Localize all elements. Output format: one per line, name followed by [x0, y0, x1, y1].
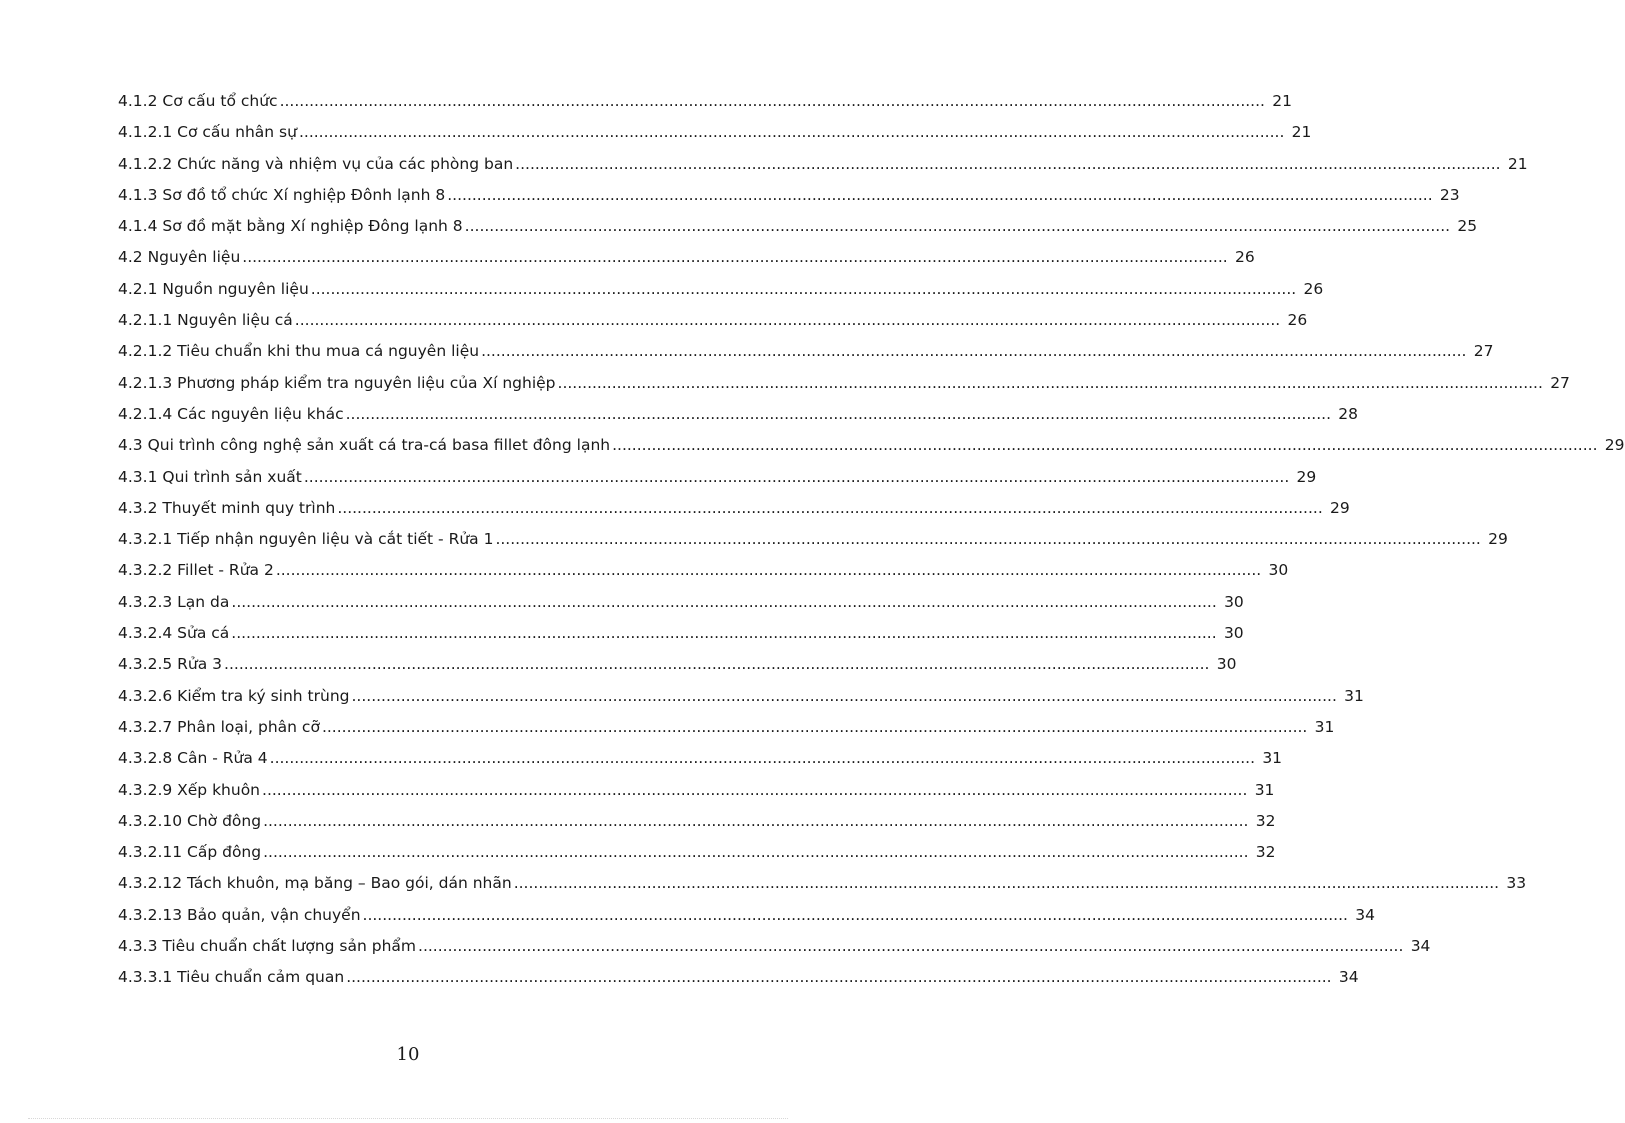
toc-entry-page: 34: [1410, 937, 1431, 956]
toc-dot-leader: ........................................................................................................................................................................................................: [495, 530, 1481, 549]
toc-entry-page: 29: [1604, 436, 1625, 455]
toc-entry[interactable]: [118, 436, 1625, 467]
toc-dot-leader: ........................................................................................................................................................................................................: [464, 217, 1451, 236]
toc-entry-title: 4.1.2.2 Chức năng và nhiệm vụ của các phòng ban: [118, 154, 514, 173]
toc-entry-title: 4.3 Qui trình công nghệ sản xuất cá tra-cá basa fillet đông lạnh: [118, 436, 611, 455]
toc-entry-title: 4.1.3 Sơ đồ tổ chức Xí nghiệp Đônh lạnh 8: [118, 185, 446, 204]
toc-entry-title: 4.3.2.4 Sửa cá: [118, 624, 230, 643]
toc-entry-page: 25: [1457, 217, 1478, 236]
toc-entry[interactable]: [118, 905, 1375, 937]
toc-dot-leader: ........................................................................................................................................................................................................: [262, 780, 1248, 799]
toc-dot-leader: ........................................................................................................................................................................................................: [294, 311, 1281, 330]
toc-dot-leader: ........................................................................................................................................................................................................: [275, 561, 1262, 580]
toc-entry[interactable]: [118, 248, 1255, 279]
toc-entry[interactable]: [118, 530, 1508, 561]
toc-dot-leader: ........................................................................................................................................................................................................: [321, 717, 1308, 736]
toc-entry-title: 4.3.2.3 Lạn da: [118, 592, 230, 611]
toc-dot-leader: ........................................................................................................................................................................................................: [337, 498, 1323, 517]
toc-entry-title: 4.3.2.1 Tiếp nhận nguyên liệu và cắt tiết - Rửa 1: [118, 530, 494, 549]
toc-entry[interactable]: [118, 154, 1528, 186]
toc-entry[interactable]: [118, 92, 1292, 123]
toc-entry-page: 34: [1338, 968, 1359, 987]
toc-entry[interactable]: [118, 717, 1335, 749]
toc-entry-page: 33: [1506, 874, 1527, 893]
toc-dot-leader: ........................................................................................................................................................................................................: [345, 404, 1331, 423]
toc-entry[interactable]: [118, 655, 1237, 686]
toc-dot-leader: ........................................................................................................................................................................................................: [513, 874, 1500, 893]
toc-dot-leader: ........................................................................................................................................................................................................: [612, 436, 1598, 455]
toc-entry[interactable]: [118, 279, 1324, 311]
toc-dot-leader: ........................................................................................................................................................................................................: [279, 92, 1265, 110]
toc-entry-title: 4.2 Nguyên liệu: [118, 248, 241, 267]
toc-dot-leader: ........................................................................................................................................................................................................: [263, 843, 1249, 862]
toc-entry-title: 4.2.1.2 Tiêu chuẩn khi thu mua cá nguyên liệu: [118, 342, 480, 361]
toc-entry-title: 4.3.2.2 Fillet - Rửa 2: [118, 561, 274, 580]
toc-entry[interactable]: [118, 624, 1244, 655]
toc-entry-title: 4.3.3.1 Tiêu chuẩn cảm quan: [118, 968, 345, 987]
toc-dot-leader: ........................................................................................................................................................................................................: [310, 279, 1297, 298]
toc-dot-leader: ........................................................................................................................................................................................................: [263, 811, 1249, 830]
toc-entry[interactable]: [118, 780, 1275, 812]
toc-dot-leader: ........................................................................................................................................................................................................: [418, 937, 1404, 956]
toc-entry-page: 30: [1224, 592, 1244, 611]
toc-entry[interactable]: [118, 686, 1364, 718]
toc-dot-leader: ........................................................................................................................................................................................................: [231, 624, 1217, 643]
toc-entry[interactable]: [118, 968, 1359, 999]
toc-entry-page: 26: [1287, 311, 1308, 330]
toc-dot-leader: ........................................................................................................................................................................................................: [224, 655, 1210, 674]
toc-entry-page: 32: [1255, 811, 1276, 830]
toc-dot-leader: ........................................................................................................................................................................................................: [242, 248, 1228, 267]
toc-entry[interactable]: [118, 311, 1308, 342]
toc-entry-page: 31: [1314, 717, 1335, 736]
toc-entry-title: 4.3.2.13 Bảo quản, vận chuyển: [118, 905, 361, 924]
toc-entry[interactable]: [118, 498, 1350, 530]
toc-entry-title: 4.3.2.7 Phân loại, phân cỡ: [118, 717, 320, 736]
toc-entry-page: 27: [1550, 373, 1570, 392]
toc-entry-page: 26: [1234, 248, 1255, 267]
page-number: 10: [396, 1044, 420, 1065]
toc-entry-page: 30: [1223, 624, 1244, 643]
toc-entry[interactable]: [118, 561, 1289, 592]
toc-entry-page: 21: [1291, 123, 1312, 142]
toc-entry[interactable]: [118, 749, 1283, 780]
toc-entry-page: 32: [1255, 843, 1276, 862]
toc-entry[interactable]: [118, 874, 1527, 905]
toc-entry-page: 31: [1344, 686, 1364, 705]
toc-entry-page: 29: [1488, 530, 1508, 549]
toc-entry[interactable]: [118, 123, 1312, 154]
toc-entry[interactable]: [118, 937, 1431, 968]
toc-entry-title: 4.1.4 Sơ đồ mặt bằng Xí nghiệp Đông lạnh 8: [118, 217, 463, 236]
page-bottom-divider: [28, 1118, 788, 1119]
toc-dot-leader: ........................................................................................................................................................................................................: [231, 592, 1217, 611]
table-of-contents: [118, 92, 1625, 1000]
toc-entry-page: 26: [1303, 279, 1324, 298]
toc-entry-page: 34: [1355, 905, 1375, 924]
toc-dot-leader: ........................................................................................................................................................................................................: [515, 154, 1501, 173]
toc-entry[interactable]: [118, 373, 1570, 405]
toc-entry-title: 4.3.2.9 Xếp khuôn: [118, 780, 261, 799]
toc-entry-page: 31: [1262, 749, 1283, 768]
toc-entry-page: 21: [1272, 92, 1292, 110]
toc-dot-leader: ........................................................................................................................................................................................................: [481, 342, 1467, 361]
toc-entry[interactable]: [118, 592, 1244, 624]
toc-dot-leader: ........................................................................................................................................................................................................: [346, 968, 1332, 987]
toc-entry-title: 4.1.2.1 Cơ cấu nhân sự: [118, 123, 297, 142]
toc-entry[interactable]: [118, 843, 1276, 874]
toc-entry-page: 23: [1439, 185, 1460, 204]
toc-entry-title: 4.3.2.6 Kiểm tra ký sinh trùng: [118, 686, 350, 705]
toc-dot-leader: ........................................................................................................................................................................................................: [351, 686, 1337, 705]
toc-entry-page: 29: [1330, 498, 1350, 517]
toc-entry-title: 4.2.1.4 Các nguyên liệu khác: [118, 404, 344, 423]
toc-entry[interactable]: [118, 217, 1478, 248]
toc-entry-title: 4.3.2.5 Rửa 3: [118, 655, 223, 674]
toc-entry-title: 4.2.1 Nguồn nguyên liệu: [118, 279, 309, 298]
toc-entry-title: 4.2.1.1 Nguyên liệu cá: [118, 311, 293, 330]
toc-entry[interactable]: [118, 185, 1460, 217]
toc-entry-title: 4.3.2.8 Cân - Rửa 4: [118, 749, 268, 768]
toc-dot-leader: ........................................................................................................................................................................................................: [269, 749, 1256, 768]
toc-entry[interactable]: [118, 404, 1358, 436]
toc-entry[interactable]: [118, 467, 1317, 499]
toc-entry-title: 4.3.2.10 Chờ đông: [118, 811, 262, 830]
toc-dot-leader: ........................................................................................................................................................................................................: [362, 905, 1348, 924]
toc-entry-title: 4.3.2.11 Cấp đông: [118, 843, 262, 862]
toc-entry-title: 4.3.2 Thuyết minh quy trình: [118, 498, 336, 517]
toc-dot-leader: ........................................................................................................................................................................................................: [303, 467, 1290, 486]
toc-entry[interactable]: [118, 811, 1276, 843]
toc-entry-page: 27: [1473, 342, 1494, 361]
toc-entry-title: 4.1.2 Cơ cấu tổ chức: [118, 92, 278, 110]
toc-entry[interactable]: [118, 342, 1494, 373]
toc-entry-page: 30: [1268, 561, 1289, 580]
toc-dot-leader: ........................................................................................................................................................................................................: [557, 373, 1543, 392]
toc-dot-leader: ........................................................................................................................................................................................................: [447, 185, 1433, 204]
toc-dot-leader: ........................................................................................................................................................................................................: [298, 123, 1285, 142]
toc-entry-title: 4.2.1.3 Phương pháp kiểm tra nguyên liệu của Xí nghiệp: [118, 373, 556, 392]
toc-entry-page: 30: [1216, 655, 1237, 674]
toc-entry-page: 21: [1507, 154, 1528, 173]
toc-entry-page: 31: [1254, 780, 1275, 799]
toc-entry-page: 29: [1296, 467, 1317, 486]
toc-entry-title: 4.3.3 Tiêu chuẩn chất lượng sản phẩm: [118, 937, 417, 956]
toc-entry-title: 4.3.2.12 Tách khuôn, mạ băng – Bao gói, dán nhãn: [118, 874, 512, 893]
toc-entry-page: 28: [1338, 404, 1358, 423]
toc-entry-title: 4.3.1 Qui trình sản xuất: [118, 467, 302, 486]
